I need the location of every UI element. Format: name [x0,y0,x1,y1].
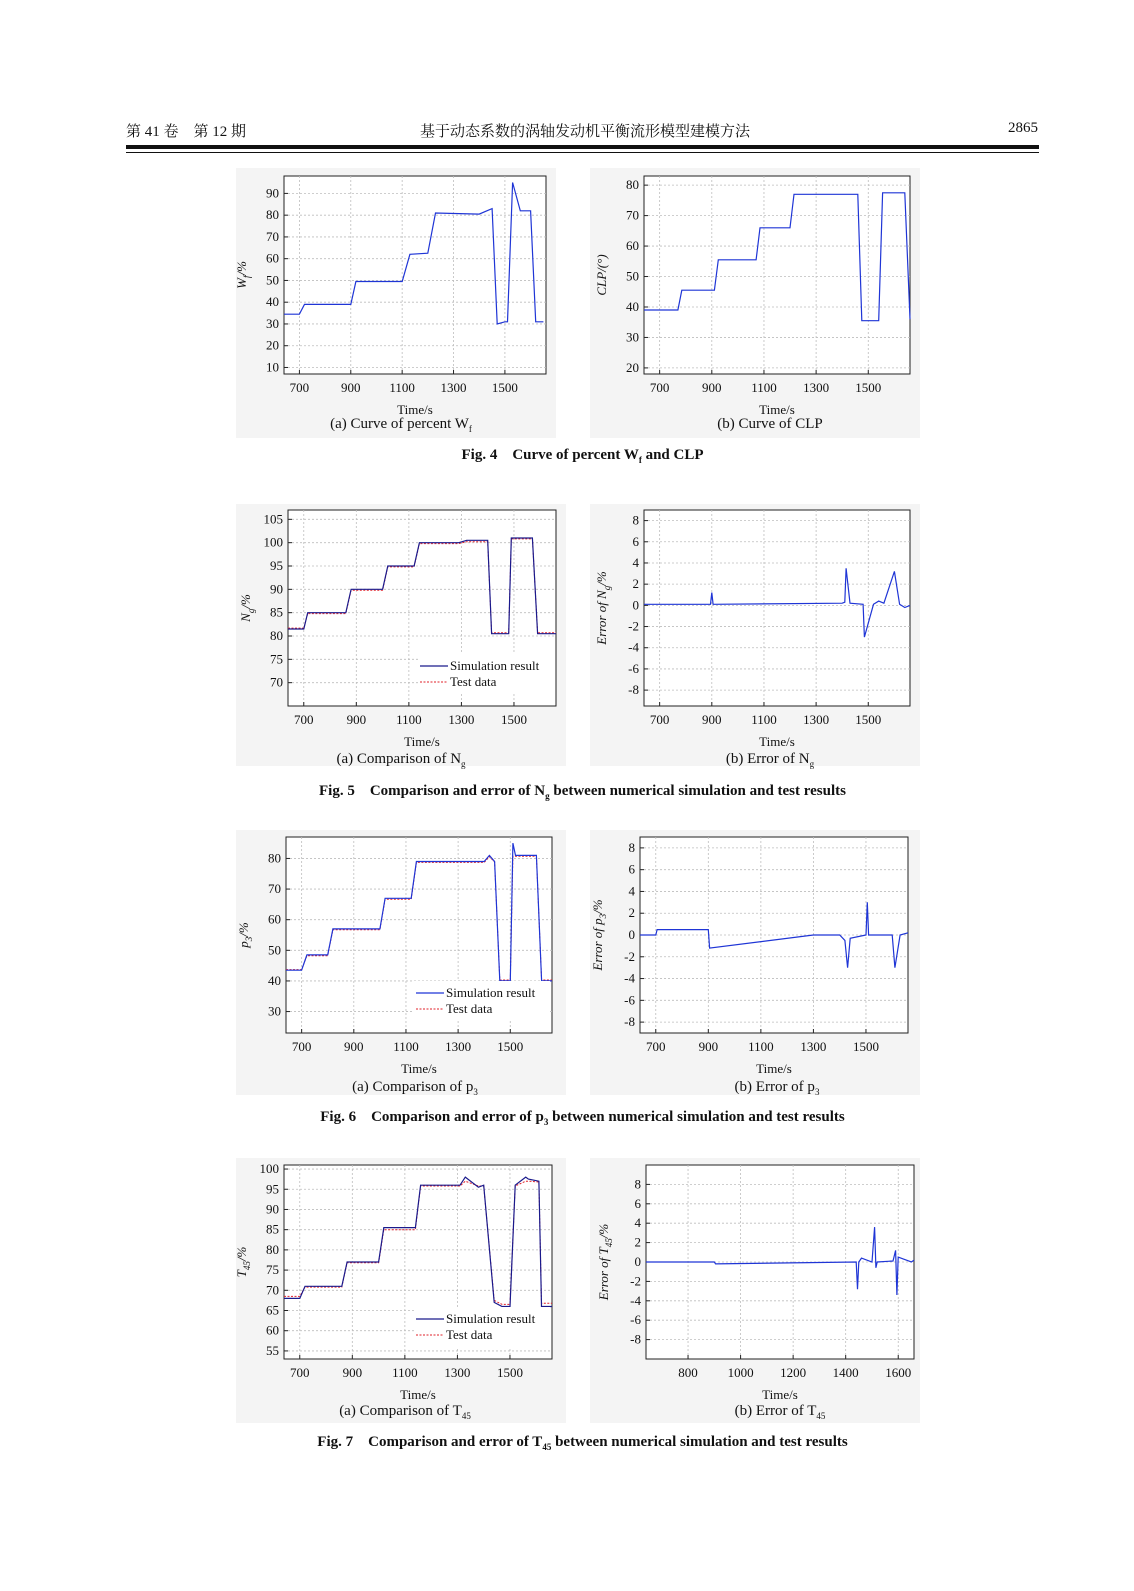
x-tick-label: 700 [646,1039,666,1054]
legend-label-sim: Simulation result [446,1311,536,1326]
y-tick-label: 75 [270,651,283,667]
figure-caption-4: Fig. 4 Curve of percent $W_f$ and CLP [461,447,704,465]
y-tick-label: 2 [632,576,639,592]
y-tick-label: -4 [630,1292,641,1308]
x-tick-label: 1100 [396,712,422,727]
x-tick-label: 1500 [497,1039,524,1054]
y-axis-label: Error of $N_g/\%$ [594,571,612,645]
y-tick-label: 70 [266,228,279,244]
x-tick-label: 1100 [751,712,777,727]
y-tick-label: 4 [632,554,639,570]
y-tick-label: 30 [268,1003,281,1019]
figure-caption-7: Fig. 7 Comparison and error of $T_{45}$ between numerical simulation and test results [317,1434,848,1452]
x-tick-label: 700 [649,380,670,395]
subcaption-7b: (b) Error of $T_{45}$ [734,1403,826,1421]
y-axis-label: $W_f/\%$ [234,261,252,289]
y-tick-label: 2 [628,905,635,921]
figure-caption-6: Fig. 6 Comparison and error of $p_3$ between numerical simulation and test results [320,1109,845,1127]
x-tick-label: 1100 [751,380,777,395]
y-tick-label: 60 [268,911,281,927]
y-tick-label: 75 [266,1262,279,1278]
x-tick-label: 1300 [440,380,467,395]
y-axis-label: CLP/(°) [594,254,609,296]
y-tick-label: -6 [628,660,639,676]
y-tick-label: -8 [630,1331,641,1347]
x-axis-label: Time/s [762,1387,798,1402]
legend-label-test: Test data [446,1001,493,1016]
y-tick-label: -8 [628,682,639,698]
subcaption-4b: (b) Curve of CLP [717,416,823,432]
y-tick-label: 8 [628,839,635,855]
chart-fig7a [236,1158,566,1423]
y-tick-label: -6 [624,992,635,1008]
y-tick-label: 0 [628,927,635,942]
y-tick-label: 80 [266,1241,279,1257]
x-axis-label: Time/s [404,734,440,749]
x-tick-label: 900 [342,1365,363,1380]
x-tick-label: 1500 [500,712,527,727]
plot-area [644,176,910,374]
x-tick-label: 1500 [852,1039,879,1054]
y-tick-label: 105 [263,511,283,527]
y-tick-label: 40 [266,294,279,310]
y-tick-label: -2 [628,618,639,634]
x-tick-label: 1300 [800,1039,827,1054]
x-tick-label: 1100 [392,1365,418,1380]
y-tick-label: -8 [624,1014,635,1030]
y-tick-label: 6 [628,861,635,877]
y-tick-label: 50 [266,272,279,288]
x-tick-label: 900 [346,712,367,727]
y-tick-label: 95 [270,558,283,573]
y-tick-label: 70 [266,1282,279,1298]
running-head-left: 第 41 卷 第 12 期 [126,124,247,140]
header-rule-thin [126,152,1039,153]
x-tick-label: 1100 [748,1039,774,1054]
x-tick-label: 1500 [855,380,882,395]
subcaption-6b: (b) Error of $p_3$ [734,1079,820,1097]
x-tick-label: 1200 [780,1365,807,1380]
x-tick-label: 1000 [727,1365,754,1380]
y-tick-label: 40 [268,972,281,988]
y-tick-label: 50 [268,942,281,958]
subcaption-5a: (a) Comparison of $N_g$ [336,751,466,769]
y-tick-label: -4 [628,639,639,655]
y-tick-label: 40 [626,298,639,314]
y-tick-label: 85 [270,604,283,620]
x-tick-label: 800 [678,1365,698,1380]
y-tick-label: 6 [634,1195,641,1211]
x-tick-label: 900 [698,1039,719,1054]
y-tick-label: 50 [626,268,639,284]
y-tick-label: 100 [263,534,283,550]
x-tick-label: 1300 [448,712,475,727]
subcaption-5b: (b) Error of $N_g$ [725,751,815,769]
y-tick-label: 70 [270,674,283,690]
y-tick-label: 8 [634,1176,641,1192]
legend-label-sim: Simulation result [446,985,536,1000]
chart-fig5b [590,504,920,766]
y-tick-label: 8 [632,512,639,528]
x-axis-label: Time/s [756,1061,792,1076]
x-tick-label: 1500 [491,380,518,395]
y-tick-label: 65 [266,1302,279,1318]
page-number: 2865 [1008,120,1038,136]
y-tick-label: 70 [268,881,281,897]
x-tick-label: 700 [289,380,310,395]
chart-fig6a [236,830,566,1095]
x-axis-label: Time/s [759,402,795,417]
y-tick-label: 85 [266,1221,279,1237]
y-tick-label: 30 [266,315,279,331]
y-tick-label: 60 [626,238,639,254]
y-tick-label: 95 [266,1181,279,1197]
x-tick-label: 1400 [832,1365,859,1380]
y-tick-label: -4 [624,970,635,986]
x-tick-label: 700 [290,1365,310,1380]
x-tick-label: 900 [702,380,722,395]
x-tick-label: 900 [344,1039,364,1054]
chart-fig6b [590,830,920,1095]
y-tick-label: 80 [270,628,283,643]
x-axis-label: Time/s [401,1061,437,1076]
y-tick-label: 2 [634,1234,641,1250]
y-axis-label: $T_{45}/\%$ [234,1246,252,1278]
y-tick-label: 80 [626,177,639,193]
y-tick-label: 20 [626,359,639,375]
y-tick-label: 4 [634,1215,641,1231]
y-tick-label: -2 [624,948,635,964]
x-tick-label: 1500 [855,712,882,727]
x-tick-label: 1300 [445,1039,472,1054]
x-tick-label: 700 [291,1039,312,1054]
chart-fig4b [590,168,920,438]
y-tick-label: 55 [266,1342,279,1358]
legend-label-test: Test data [450,674,497,689]
x-tick-label: 1100 [389,380,415,395]
x-tick-label: 1300 [803,380,830,395]
y-axis-label: Error of $T_{45}/\%$ [596,1223,614,1301]
subcaption-6a: (a) Comparison of $p_3$ [352,1079,478,1097]
y-tick-label: 4 [628,883,635,899]
y-tick-label: 10 [266,359,279,375]
running-head-title: 基于动态系数的涡轴发动机平衡流形模型建模方法 [419,124,750,140]
y-tick-label: 0 [634,1254,641,1269]
x-tick-label: 900 [702,712,722,727]
y-tick-label: 60 [266,1322,279,1338]
y-tick-label: 30 [626,329,639,345]
subcaption-4a: (a) Curve of percent $W_f$ [330,416,472,434]
legend-label-sim: Simulation result [450,658,540,673]
x-tick-label: 1300 [803,712,830,727]
y-tick-label: 90 [270,581,283,597]
x-axis-label: Time/s [759,734,795,749]
y-tick-label: 90 [266,185,279,201]
y-tick-label: 60 [266,250,279,266]
y-tick-label: 80 [268,850,281,866]
y-tick-label: -2 [630,1273,641,1289]
y-tick-label: 100 [259,1161,279,1177]
chart-fig5a [236,504,566,766]
x-axis-label: Time/s [397,402,433,417]
plot-area [644,510,910,706]
y-tick-label: 70 [626,207,639,223]
subcaption-7a: (a) Comparison of $T_{45}$ [339,1403,471,1421]
x-tick-label: 1600 [885,1365,912,1380]
legend-label-test: Test data [446,1327,493,1342]
x-tick-label: 1500 [496,1365,523,1380]
y-axis-label: $N_g/\%$ [238,594,256,622]
y-tick-label: 90 [266,1201,279,1217]
y-tick-label: 0 [632,597,639,613]
figure-caption-5: Fig. 5 Comparison and error of $N_g$ between numerical simulation and test results [319,783,846,801]
x-tick-label: 900 [341,380,361,395]
header-rule-thick [126,145,1039,149]
y-tick-label: 80 [266,207,279,223]
x-tick-label: 1100 [393,1039,419,1054]
y-tick-label: 6 [632,533,639,549]
x-tick-label: 700 [294,712,314,727]
plot-area [284,176,546,374]
y-axis-label: $p_3/\%$ [236,922,254,948]
y-axis-label: Error of $p_3/\%$ [590,899,608,971]
y-tick-label: -6 [630,1312,641,1328]
x-axis-label: Time/s [400,1387,436,1402]
chart-fig7b [590,1158,920,1423]
chart-fig4a [236,168,556,438]
y-tick-label: 20 [266,337,279,353]
x-tick-label: 700 [649,712,670,727]
x-tick-label: 1300 [444,1365,471,1380]
